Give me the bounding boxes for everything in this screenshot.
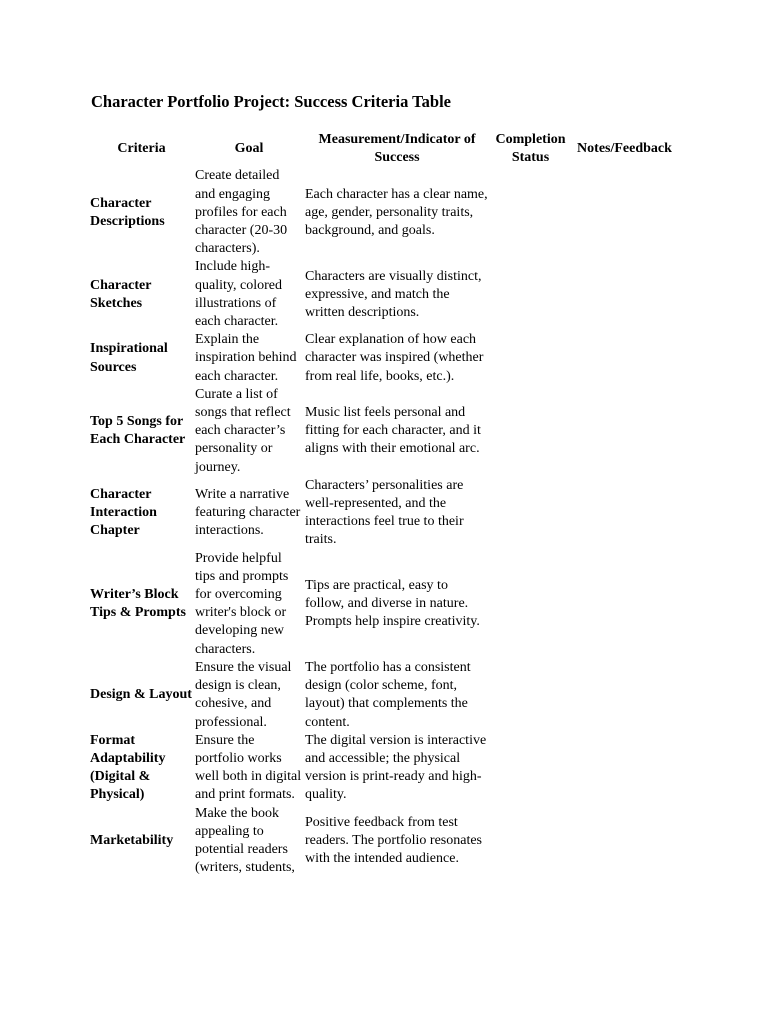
- goal-cell: Create detailed and engaging profiles for each character (20-30 characters).: [195, 168, 288, 257]
- table-row: [89, 550, 678, 659]
- status-cell: [490, 386, 571, 477]
- measurement-cell: Tips are practical, easy to follow, and diverse in nature. Prompts help inspire creativity.: [305, 577, 480, 630]
- status-cell: [490, 805, 571, 878]
- criteria-cell: Format Adaptability (Digital & Physical): [90, 732, 166, 803]
- header-goal: Goal: [234, 141, 264, 157]
- measurement-cell: The digital version is interactive and accessible; the physical version is print-ready and high-quality.: [305, 732, 487, 803]
- notes-cell: [571, 805, 678, 878]
- criteria-cell: Design & Layout: [90, 687, 192, 703]
- goal-cell: Ensure the visual design is clean, cohesive, and professional.: [195, 659, 292, 730]
- table-row: [89, 386, 678, 477]
- goal-cell: Include high-quality, colored illustrations of each character.: [195, 259, 282, 330]
- status-cell: [490, 732, 571, 805]
- status-cell: [490, 550, 571, 659]
- notes-cell: [571, 732, 678, 805]
- success-criteria-table: [89, 131, 678, 877]
- measurement-cell: Characters’ personalities are well-represented, and the interactions feel true to their traits.: [305, 477, 464, 548]
- notes-cell: [571, 167, 678, 258]
- status-cell: [490, 659, 571, 732]
- notes-cell: [571, 659, 678, 732]
- header-completion-status: Completion Status: [495, 132, 566, 166]
- header-notes-feedback: Notes/Feedback: [577, 141, 672, 157]
- goal-cell: Write a narrative featuring character interactions.: [195, 486, 301, 539]
- status-cell: [490, 477, 571, 550]
- notes-cell: [571, 550, 678, 659]
- measurement-cell: Positive feedback from test readers. The portfolio resonates with the intended audience.: [305, 814, 483, 867]
- criteria-cell: Marketability: [90, 832, 174, 848]
- goal-cell: Provide helpful tips and prompts for overcoming writer's block or developing new characters.: [195, 550, 289, 657]
- table-row: [89, 659, 678, 732]
- notes-cell: [571, 258, 678, 331]
- measurement-cell: Music list feels personal and fitting for each character, and it aligns with their emotional arc.: [305, 405, 481, 457]
- goal-cell: Explain the inspiration behind each character.: [195, 332, 297, 384]
- criteria-cell: Writer’s Block Tips & Prompts: [90, 587, 186, 621]
- table-row: [89, 805, 678, 878]
- status-cell: [490, 331, 571, 386]
- measurement-cell: The portfolio has a consistent design (color scheme, font, layout) that complements the content.: [305, 659, 471, 730]
- measurement-cell: Characters are visually distinct, expressive, and match the written descriptions.: [305, 268, 482, 320]
- criteria-cell: Top 5 Songs for Each Character: [90, 414, 186, 448]
- table-row: [89, 331, 678, 386]
- criteria-cell: Inspirational Sources: [90, 341, 168, 375]
- table-row: [89, 732, 678, 805]
- criteria-cell: Character Sketches: [90, 277, 152, 311]
- table-row: [89, 167, 678, 258]
- document-title: Character Portfolio Project: Success Criteria Table: [91, 92, 451, 111]
- criteria-cell: Character Interaction Chapter: [90, 486, 157, 539]
- status-cell: [490, 167, 571, 258]
- header-row: [89, 131, 678, 167]
- criteria-cell: Character Descriptions: [90, 195, 165, 229]
- table-row: [89, 258, 678, 331]
- notes-cell: [571, 386, 678, 477]
- header-criteria: Criteria: [117, 141, 166, 157]
- status-cell: [490, 258, 571, 331]
- table-row: [89, 477, 678, 550]
- goal-cell: Make the book appealing to potential readers (writers, students,: [195, 805, 295, 876]
- goal-cell: Curate a list of songs that reflect each character’s personality or journey.: [195, 386, 291, 475]
- header-measurement: Measurement/Indicator of Success: [318, 132, 476, 166]
- goal-cell: Ensure the portfolio works well both in digital and print formats.: [195, 732, 302, 803]
- measurement-cell: Clear explanation of how each character was inspired (whether from real life, books, etc.).: [305, 332, 484, 384]
- measurement-cell: Each character has a clear name, age, gender, personality traits, background, and goals.: [305, 186, 488, 239]
- notes-cell: [571, 477, 678, 550]
- notes-cell: [571, 331, 678, 386]
